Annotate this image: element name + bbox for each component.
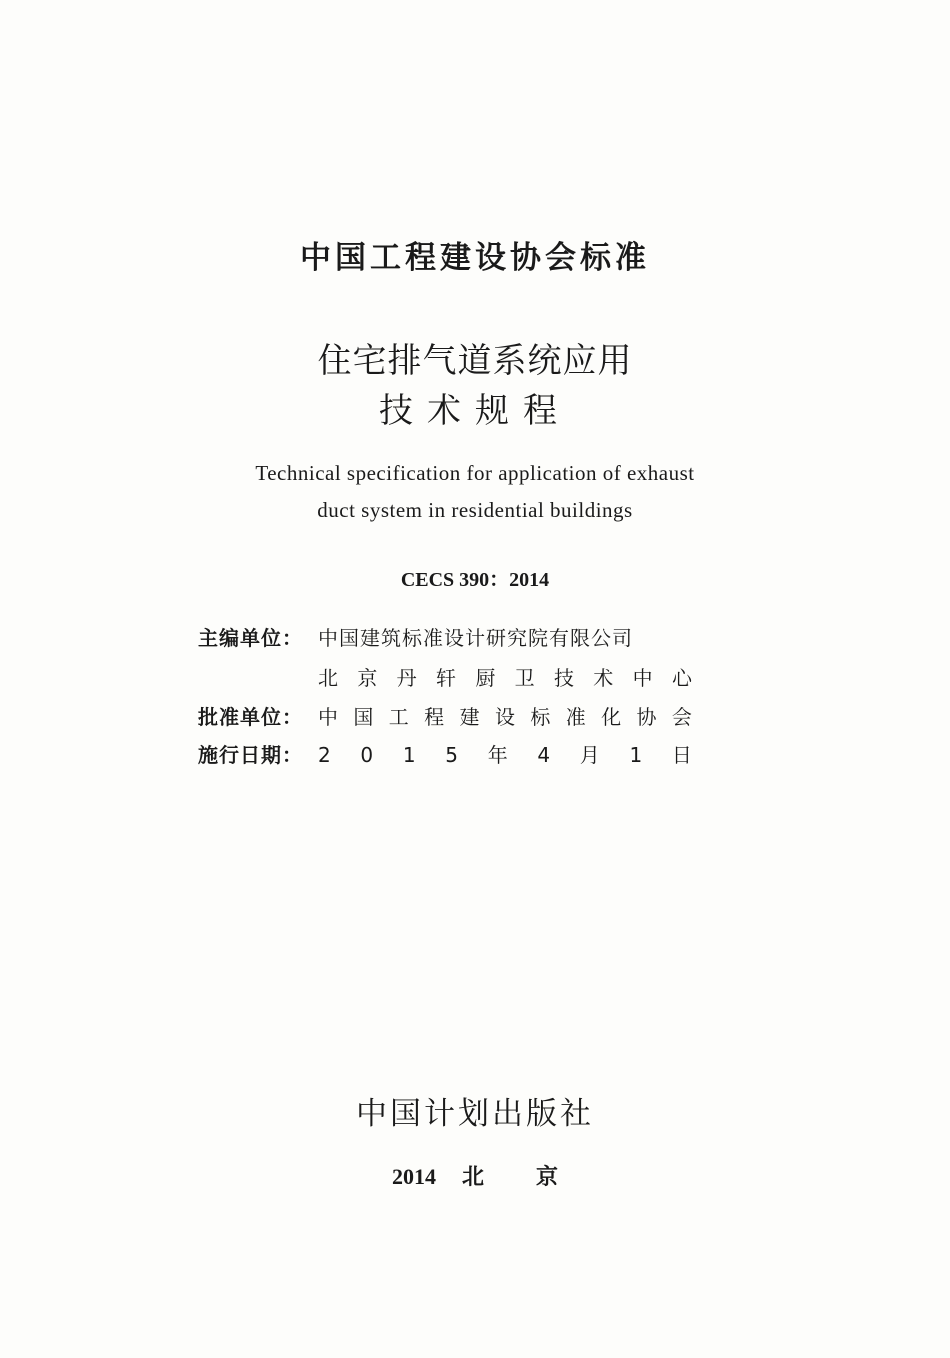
char: 1 [402,743,416,767]
approval-value [318,702,692,732]
char: 建 [459,705,480,729]
char: 1 [629,743,643,767]
standard-code: CECS 390：2014 [400,569,550,591]
title-chinese-line-1: 住宅排气道系统应用 [317,341,633,381]
effective-date-label: 施行日期： [198,743,303,767]
char: 中 [632,666,653,690]
char: 5 [445,743,458,767]
char: 4 [537,743,551,767]
char: 丹 [396,666,417,690]
char: 术 [593,666,614,690]
char: 2 [318,743,331,767]
char: 卫 [514,666,535,690]
char: 化 [601,705,622,729]
title-english-line-2: duct system in residential buildings [317,498,633,522]
title-english-line-1: Technical specification for application of exhaust [255,461,695,485]
char: 京 [357,666,378,690]
imprint-year: 2014 [391,1164,436,1189]
char: 程 [424,705,445,729]
char: 会 [671,705,692,729]
chief-editor-label: 主编单位： [198,626,303,650]
char: 月 [579,743,600,767]
imprint-city-char-1: 北 [461,1165,484,1190]
char: 日 [671,743,692,767]
char: 轩 [435,666,456,690]
org-standard-heading: 中国工程建设协会标准 [300,240,650,276]
char: 技 [553,666,574,690]
char: 设 [494,705,515,729]
title-chinese-line-2: 技术规程 [379,391,571,431]
char: 工 [388,705,409,729]
effective-date-value [318,740,692,770]
char: 国 [353,705,374,729]
char: 北 [318,666,338,690]
chief-editor-value-1: 中国建筑标准设计研究院有限公司 [318,626,633,650]
char: 厨 [475,666,496,690]
char: 中 [318,705,338,729]
char: 0 [360,743,374,767]
imprint-line [0,1160,950,1191]
char: 协 [636,705,657,729]
chief-editor-value-2 [318,663,692,693]
char: 标 [530,705,551,729]
char: 准 [565,705,586,729]
char: 年 [487,743,508,767]
char: 心 [671,666,692,690]
approval-label: 批准单位： [198,705,303,729]
imprint-city-char-2: 京 [536,1165,559,1190]
publisher-name: 中国计划出版社 [356,1096,594,1132]
